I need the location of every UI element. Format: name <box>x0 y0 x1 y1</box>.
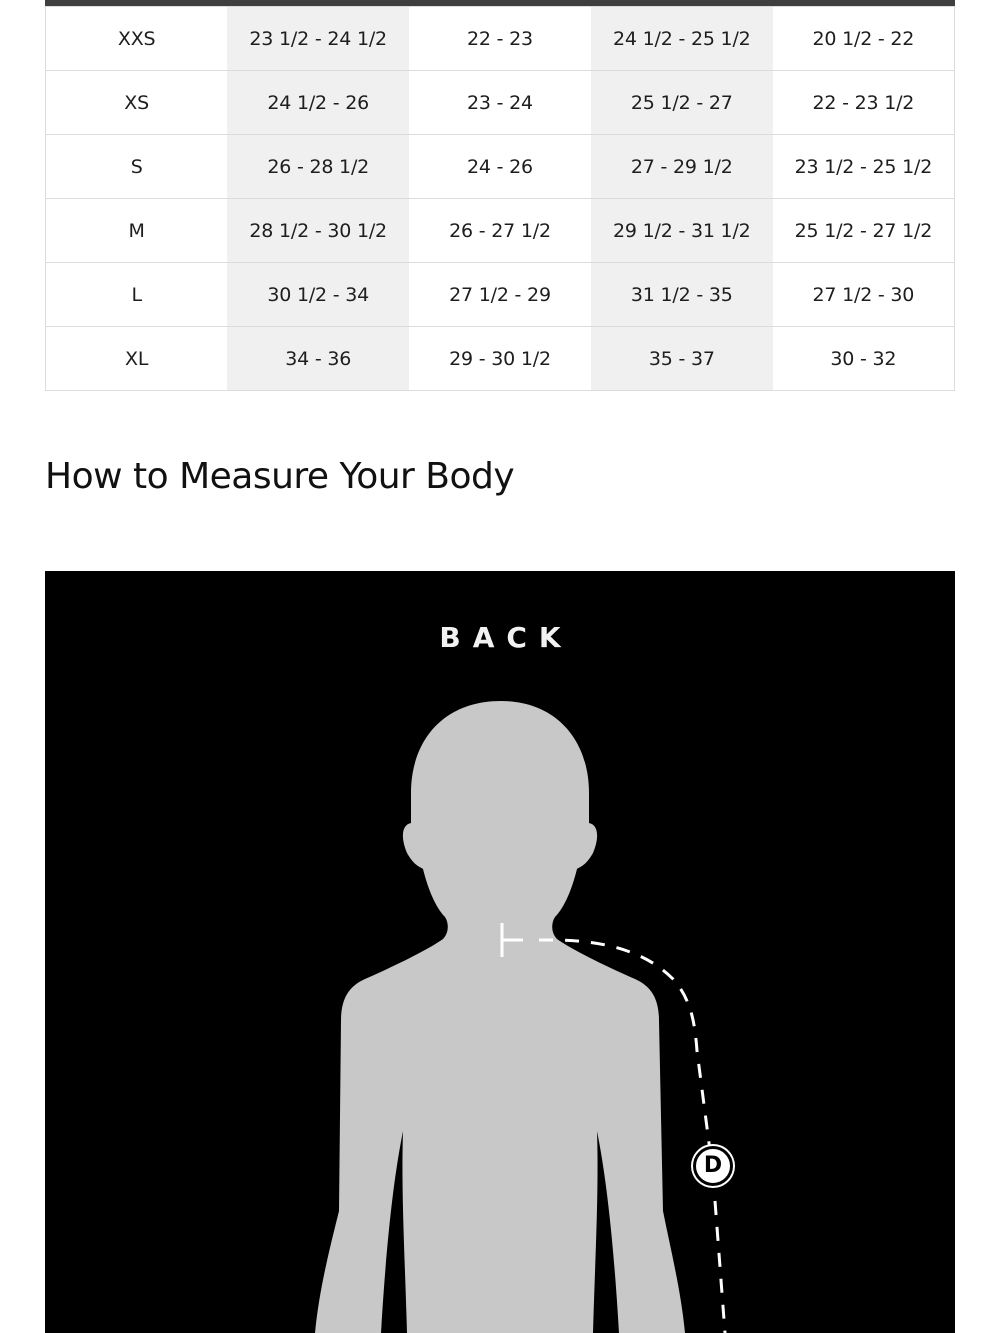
size-chart-body <box>46 7 955 391</box>
measurement-cell: 23 - 24 <box>409 71 591 135</box>
table-row <box>46 199 955 263</box>
measurement-cell: 30 - 32 <box>773 327 955 391</box>
measurement-cell: 29 1/2 - 31 1/2 <box>591 199 773 263</box>
measurement-cell: 20 1/2 - 22 <box>773 7 955 71</box>
size-cell: L <box>46 263 228 327</box>
body-measurement-diagram <box>45 571 955 1333</box>
measurement-marker-d: D <box>693 1146 733 1186</box>
measurement-cell: 25 1/2 - 27 1/2 <box>773 199 955 263</box>
size-cell: M <box>46 199 228 263</box>
size-cell: XL <box>46 327 228 391</box>
measurement-cell: 29 - 30 1/2 <box>409 327 591 391</box>
measurement-cell: 28 1/2 - 30 1/2 <box>227 199 409 263</box>
measurement-cell: 23 1/2 - 25 1/2 <box>773 135 955 199</box>
table-row <box>46 135 955 199</box>
measurement-cell: 30 1/2 - 34 <box>227 263 409 327</box>
measurement-cell: 22 - 23 <box>409 7 591 71</box>
table-row <box>46 7 955 71</box>
measurement-path-d-lower <box>715 1201 725 1333</box>
measurement-cell: 26 - 27 1/2 <box>409 199 591 263</box>
measurement-cell: 27 1/2 - 29 <box>409 263 591 327</box>
table-row <box>46 327 955 391</box>
size-cell: S <box>46 135 228 199</box>
table-row <box>46 263 955 327</box>
body-silhouette <box>315 701 685 1333</box>
measurement-cell: 25 1/2 - 27 <box>591 71 773 135</box>
measurement-cell: 31 1/2 - 35 <box>591 263 773 327</box>
measurement-cell: 24 1/2 - 25 1/2 <box>591 7 773 71</box>
body-silhouette-graphic <box>45 571 955 1333</box>
measurement-cell: 24 - 26 <box>409 135 591 199</box>
measurement-cell: 27 1/2 - 30 <box>773 263 955 327</box>
measurement-cell: 24 1/2 - 26 <box>227 71 409 135</box>
size-cell: XS <box>46 71 228 135</box>
size-chart-table <box>45 6 955 391</box>
diagram-view-label: BACK <box>439 621 573 654</box>
measurement-cell: 34 - 36 <box>227 327 409 391</box>
measurement-cell: 27 - 29 1/2 <box>591 135 773 199</box>
measurement-cell: 26 - 28 1/2 <box>227 135 409 199</box>
measurement-cell: 23 1/2 - 24 1/2 <box>227 7 409 71</box>
page-title: How to Measure Your Body <box>45 456 515 497</box>
measurement-cell: 22 - 23 1/2 <box>773 71 955 135</box>
measurement-cell: 35 - 37 <box>591 327 773 391</box>
size-cell: XXS <box>46 7 228 71</box>
table-row <box>46 71 955 135</box>
